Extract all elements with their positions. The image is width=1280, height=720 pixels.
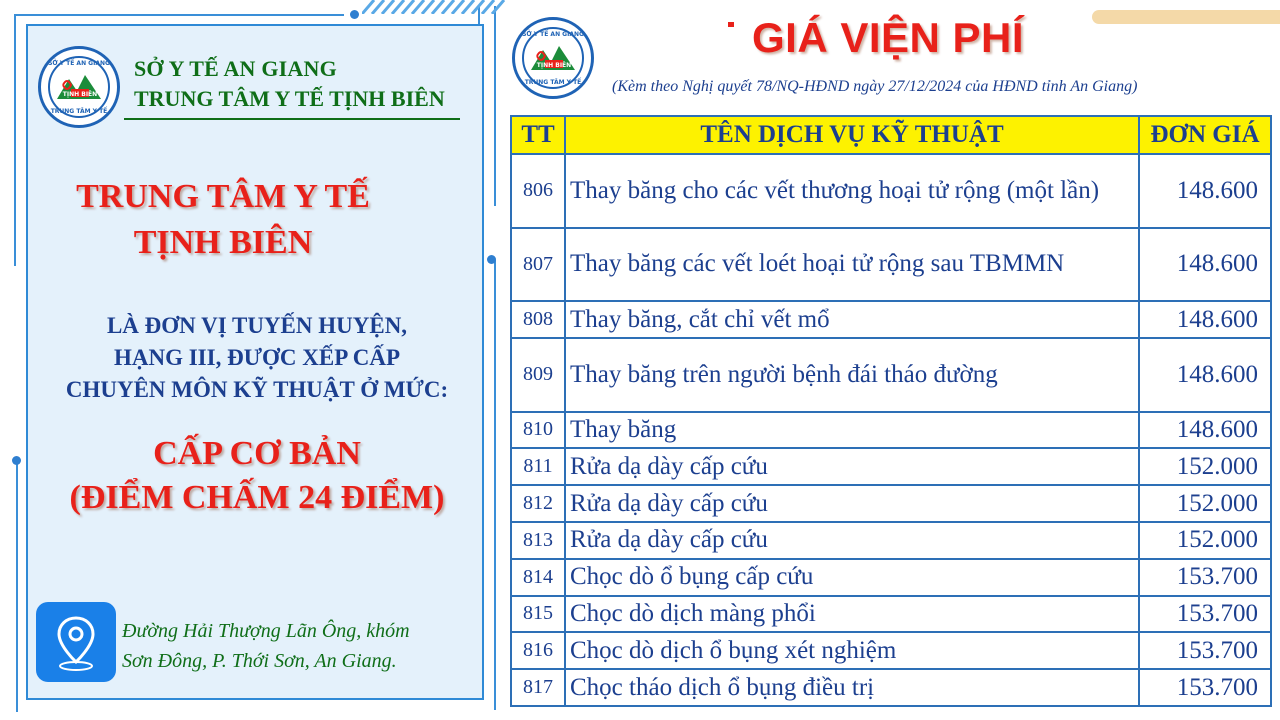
table-cell-price: 148.600 [1139, 338, 1271, 412]
table-body [511, 154, 1271, 706]
logo-bottom-text: TRUNG TÂM Y TẾ [524, 79, 582, 86]
hospital-logo-right [512, 17, 594, 99]
table-cell-service: Thay băng, cắt chỉ vết mổ [565, 301, 1139, 338]
decor-line [494, 6, 496, 206]
table-cell-price: 148.600 [1139, 154, 1271, 228]
decor-line [494, 260, 496, 710]
logo-label: TỊNH BIÊN [536, 62, 572, 69]
table-cell-service: Rửa dạ dày cấp cứu [565, 448, 1139, 485]
table-cell-service: Thay băng các vết loét hoại tử rộng sau TBMMN [565, 228, 1139, 302]
table-row [511, 632, 1271, 669]
table-cell-price: 148.600 [1139, 228, 1271, 302]
address-line1: Đường Hải Thượng Lãn Ông, khóm [122, 620, 410, 642]
table-row [511, 522, 1271, 559]
decor-orange-bar [1092, 10, 1280, 24]
table-row [511, 559, 1271, 596]
decor-dot [487, 255, 496, 264]
table-cell-service: Rửa dạ dày cấp cứu [565, 485, 1139, 522]
table-row [511, 228, 1271, 302]
table-cell-price: 148.600 [1139, 412, 1271, 449]
decor-dot [350, 10, 359, 19]
table-cell-tt: 817 [511, 669, 565, 706]
table-cell-tt: 813 [511, 522, 565, 559]
table-row [511, 301, 1271, 338]
table-row [511, 154, 1271, 228]
map-pin-icon[interactable] [36, 602, 116, 682]
table-cell-service: Chọc dò dịch màng phổi [565, 596, 1139, 633]
table-cell-service: Thay băng [565, 412, 1139, 449]
table-cell-price: 153.700 [1139, 596, 1271, 633]
table-cell-tt: 808 [511, 301, 565, 338]
table-cell-price: 152.000 [1139, 485, 1271, 522]
table-cell-tt: 810 [511, 412, 565, 449]
table-row [511, 412, 1271, 449]
table-cell-tt: 811 [511, 448, 565, 485]
description-line3: CHUYÊN MÔN KỸ THUẬT Ở MỨC: [65, 377, 449, 402]
level-badge [28, 432, 486, 520]
table-cell-price: 153.700 [1139, 559, 1271, 596]
description-line2: HẠNG III, ĐƯỢC XẾP CẤP [113, 345, 401, 370]
logo-label: TỊNH BIÊN [62, 91, 98, 98]
table-cell-service: Chọc tháo dịch ổ bụng điều trị [565, 669, 1139, 706]
logo-top-text: SỞ Y TẾ AN GIANG [522, 31, 584, 38]
column-header-service: TÊN DỊCH VỤ KỸ THUẬT [565, 116, 1139, 154]
decor-stripes [362, 0, 512, 14]
table-cell-price: 153.700 [1139, 669, 1271, 706]
table-cell-service: Thay băng cho các vết thương hoại tử rộng (một lần) [565, 154, 1139, 228]
page-title: GIÁ VIỆN PHÍ [752, 14, 1025, 61]
table-row [511, 338, 1271, 412]
hero-title-line2: TỊNH BIÊN [133, 224, 313, 261]
decor-dot [12, 456, 21, 465]
address [122, 616, 482, 676]
page-subtitle: (Kèm theo Nghị quyết 78/NQ-HĐND ngày 27/12/2024 của HĐND tỉnh An Giang) [612, 78, 1138, 95]
column-header-price: ĐƠN GIÁ [1139, 116, 1271, 154]
price-table-container [510, 115, 1272, 707]
price-table [510, 115, 1272, 707]
decor-line [16, 460, 18, 712]
decor-line [14, 14, 344, 16]
table-header-row [511, 116, 1271, 154]
table-cell-service: Thay băng trên người bệnh đái tháo đường [565, 338, 1139, 412]
description [28, 310, 486, 406]
logo-bottom-text: TRUNG TÂM Y TẾ [50, 108, 108, 115]
table-row [511, 485, 1271, 522]
logo-top-text: SỞ Y TẾ AN GIANG [48, 60, 110, 67]
level-line2: (ĐIỂM CHẤM 24 ĐIỂM) [69, 479, 445, 516]
table-row [511, 669, 1271, 706]
table-cell-price: 152.000 [1139, 448, 1271, 485]
level-line1: CẤP CƠ BẢN [153, 435, 361, 472]
table-cell-price: 148.600 [1139, 301, 1271, 338]
table-row [511, 596, 1271, 633]
table-cell-price: 153.700 [1139, 632, 1271, 669]
table-cell-service: Chọc dò ổ bụng cấp cứu [565, 559, 1139, 596]
decor-line [14, 14, 16, 266]
column-header-tt: TT [511, 116, 565, 154]
left-info-panel [26, 24, 484, 700]
org-parent-name: SỞ Y TẾ AN GIANG [134, 56, 337, 81]
table-cell-tt: 815 [511, 596, 565, 633]
org-name: TRUNG TÂM Y TẾ TỊNH BIÊN [134, 86, 445, 111]
table-cell-price: 152.000 [1139, 522, 1271, 559]
title-accent [728, 22, 734, 27]
table-cell-service: Rửa dạ dày cấp cứu [565, 522, 1139, 559]
table-cell-service: Chọc dò dịch ổ bụng xét nghiệm [565, 632, 1139, 669]
table-cell-tt: 809 [511, 338, 565, 412]
table-cell-tt: 814 [511, 559, 565, 596]
table-cell-tt: 806 [511, 154, 565, 228]
table-row [511, 448, 1271, 485]
table-cell-tt: 816 [511, 632, 565, 669]
address-line2: Sơn Đông, P. Thới Sơn, An Giang. [122, 650, 397, 672]
table-cell-tt: 807 [511, 228, 565, 302]
description-line1: LÀ ĐƠN VỊ TUYẾN HUYỆN, [106, 313, 408, 338]
hero-title [28, 174, 418, 266]
header-divider [124, 118, 460, 120]
hero-title-line1: TRUNG TÂM Y TẾ [76, 178, 370, 215]
hospital-logo [38, 46, 120, 128]
table-cell-tt: 812 [511, 485, 565, 522]
